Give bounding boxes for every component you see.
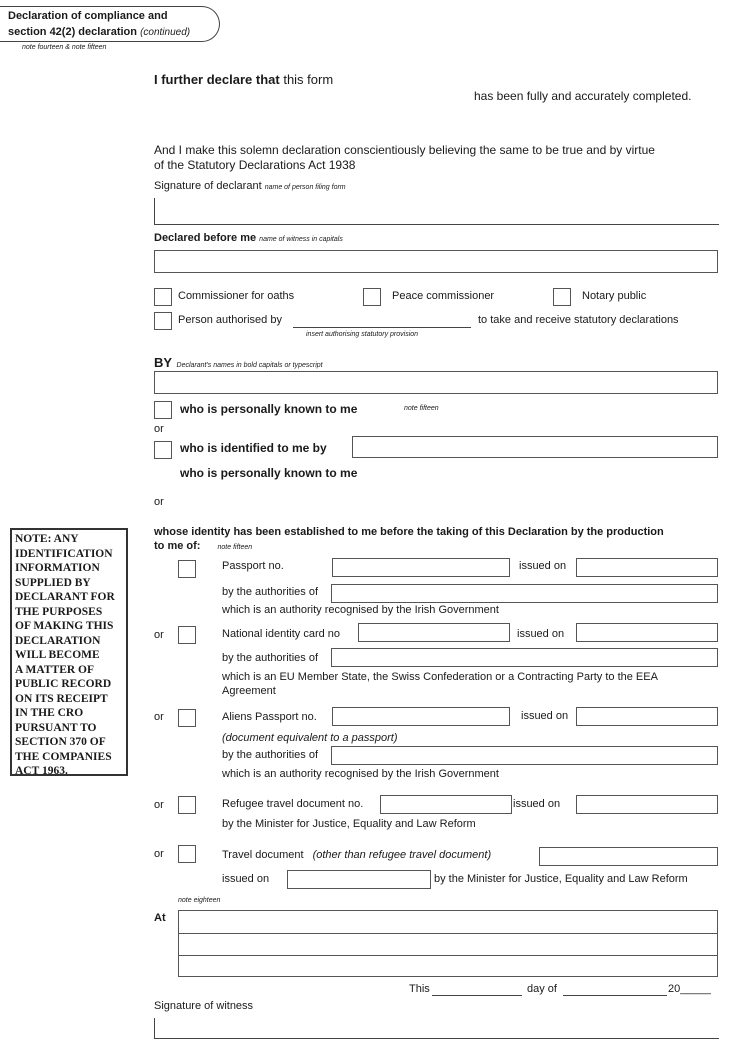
by-label-row: BY Declarant's names in bold capitals or typescript bbox=[154, 355, 323, 370]
or-aliens: or bbox=[154, 711, 164, 723]
witness-signature-label: Signature of witness bbox=[154, 1000, 254, 1012]
declared-before-label: Declared before me name of witness in capitals bbox=[154, 232, 343, 244]
passport-label: Passport no. bbox=[222, 560, 284, 572]
declarant-names-field[interactable] bbox=[154, 371, 718, 394]
header-title-line2: section 42(2) declaration (continued) bbox=[8, 26, 191, 38]
header-continued: (continued) bbox=[140, 27, 191, 38]
date-this-label: This bbox=[409, 983, 430, 995]
completed-text: has been fully and accurately completed. bbox=[474, 89, 692, 103]
national-id-number-field[interactable] bbox=[358, 623, 510, 642]
refugee-issued-field[interactable] bbox=[576, 795, 718, 814]
aliens-authorities-field[interactable] bbox=[331, 746, 718, 765]
signature-declarant-label: Signature of declarant name of person filing form bbox=[154, 180, 346, 192]
known-checkbox[interactable] bbox=[154, 401, 172, 419]
commissioner-checkbox[interactable] bbox=[154, 288, 172, 306]
refugee-number-field[interactable] bbox=[380, 795, 512, 814]
authorised-provision-field[interactable] bbox=[293, 312, 471, 328]
or-1: or bbox=[154, 423, 164, 435]
passport-issued-label: issued on bbox=[519, 560, 567, 572]
identified-label: who is identified to me by bbox=[180, 441, 327, 455]
solemn-line1: And I make this solemn declaration conscientiously believing the same to be true and by virtue bbox=[154, 143, 655, 157]
national-id-authorities-field[interactable] bbox=[331, 648, 718, 667]
peace-commissioner-label: Peace commissioner bbox=[392, 290, 495, 302]
passport-checkbox[interactable] bbox=[178, 560, 196, 578]
passport-authorities-field[interactable] bbox=[331, 584, 718, 603]
authorised-hint: insert authorising statutory provision bbox=[306, 331, 419, 338]
refugee-label: Refugee travel document no. bbox=[222, 798, 364, 810]
date-day-of-label: day of bbox=[527, 983, 557, 995]
national-id-label: National identity card no bbox=[222, 628, 341, 640]
declared-before-field[interactable] bbox=[154, 250, 718, 273]
peace-commissioner-checkbox[interactable] bbox=[363, 288, 381, 306]
aliens-checkbox[interactable] bbox=[178, 709, 196, 727]
refugee-issued-label: issued on bbox=[513, 798, 561, 810]
travel-minister: by the Minister for Justice, Equality and Law Reform bbox=[434, 873, 688, 885]
refugee-minister: by the Minister for Justice, Equality and Law Reform bbox=[222, 818, 476, 830]
passport-irish-gov: which is an authority recognised by the Irish Government bbox=[222, 604, 499, 616]
at-note: note eighteen bbox=[178, 897, 221, 904]
header-title-line1: Declaration of compliance and bbox=[8, 10, 168, 22]
aliens-irish-gov: which is an authority recognised by the Irish Government bbox=[222, 768, 499, 780]
commissioner-label: Commissioner for oaths bbox=[178, 290, 295, 302]
header-notes: note fourteen & note fifteen bbox=[22, 44, 107, 51]
section-header bbox=[0, 6, 220, 42]
authorised-tail: to take and receive statutory declarations bbox=[478, 314, 679, 326]
aliens-issued-field[interactable] bbox=[576, 707, 718, 726]
identified-by-field[interactable] bbox=[352, 436, 718, 458]
aliens-issued-label: issued on bbox=[521, 710, 569, 722]
travel-checkbox[interactable] bbox=[178, 845, 196, 863]
or-refugee: or bbox=[154, 799, 164, 811]
date-day-field[interactable] bbox=[432, 983, 522, 996]
aliens-equiv: (document equivalent to a passport) bbox=[222, 732, 398, 744]
or-travel: or bbox=[154, 848, 164, 860]
further-declare: I further declare that this form bbox=[154, 72, 334, 87]
side-note: NOTE: ANY IDENTIFICATION INFORMATION SUPPLIED BY DECLARANT FOR THE PURPOSES OF MAKING THIS DECLARATION WILL BECOME A MATTER OF PUBLIC RECORD ON ITS RECEIPT IN THE CRO PURSUANT TO SECTION 370 OF THE COMPANIES ACT 1963. bbox=[10, 528, 128, 776]
identity-heading-line1: whose identity has been established to me before the taking of this Declaration by the production bbox=[154, 526, 664, 538]
aliens-number-field[interactable] bbox=[332, 707, 510, 726]
date-month-field[interactable] bbox=[563, 983, 667, 996]
or-national-id: or bbox=[154, 629, 164, 641]
national-id-checkbox[interactable] bbox=[178, 626, 196, 644]
signature-declarant-field[interactable] bbox=[154, 198, 719, 225]
aliens-label: Aliens Passport no. bbox=[222, 711, 317, 723]
identified-checkbox[interactable] bbox=[154, 441, 172, 459]
known-label: who is personally known to me bbox=[180, 402, 358, 416]
or-2: or bbox=[154, 496, 164, 508]
travel-label: Travel document (other than refugee travel document) bbox=[222, 849, 492, 861]
national-id-authorities-label: by the authorities of bbox=[222, 652, 319, 664]
witness-signature-field[interactable] bbox=[154, 1018, 719, 1039]
passport-issued-field[interactable] bbox=[576, 558, 718, 577]
travel-number-field[interactable] bbox=[539, 847, 718, 866]
at-address-field[interactable] bbox=[178, 910, 718, 977]
authorised-label: Person authorised by bbox=[178, 314, 282, 326]
notary-label: Notary public bbox=[582, 290, 647, 302]
at-label: At bbox=[154, 912, 166, 924]
known-note: note fifteen bbox=[404, 405, 439, 412]
eu-line2: Agreement bbox=[222, 685, 276, 697]
identified-known-label: who is personally known to me bbox=[180, 466, 358, 480]
authorised-checkbox[interactable] bbox=[154, 312, 172, 330]
aliens-authorities-label: by the authorities of bbox=[222, 749, 319, 761]
national-id-issued-field[interactable] bbox=[576, 623, 718, 642]
refugee-checkbox[interactable] bbox=[178, 796, 196, 814]
travel-issued-field[interactable] bbox=[287, 870, 431, 889]
passport-number-field[interactable] bbox=[332, 558, 510, 577]
solemn-line2: of the Statutory Declarations Act 1938 bbox=[154, 158, 356, 172]
travel-issued-label: issued on bbox=[222, 873, 270, 885]
date-year-prefix: 20_____ bbox=[668, 983, 711, 995]
notary-checkbox[interactable] bbox=[553, 288, 571, 306]
eu-line1: which is an EU Member State, the Swiss Confederation or a Contracting Party to the EEA bbox=[222, 671, 658, 683]
national-id-issued-label: issued on bbox=[517, 628, 565, 640]
passport-authorities-label: by the authorities of bbox=[222, 586, 319, 598]
identity-heading-line2: to me of: note fifteen bbox=[154, 540, 253, 552]
